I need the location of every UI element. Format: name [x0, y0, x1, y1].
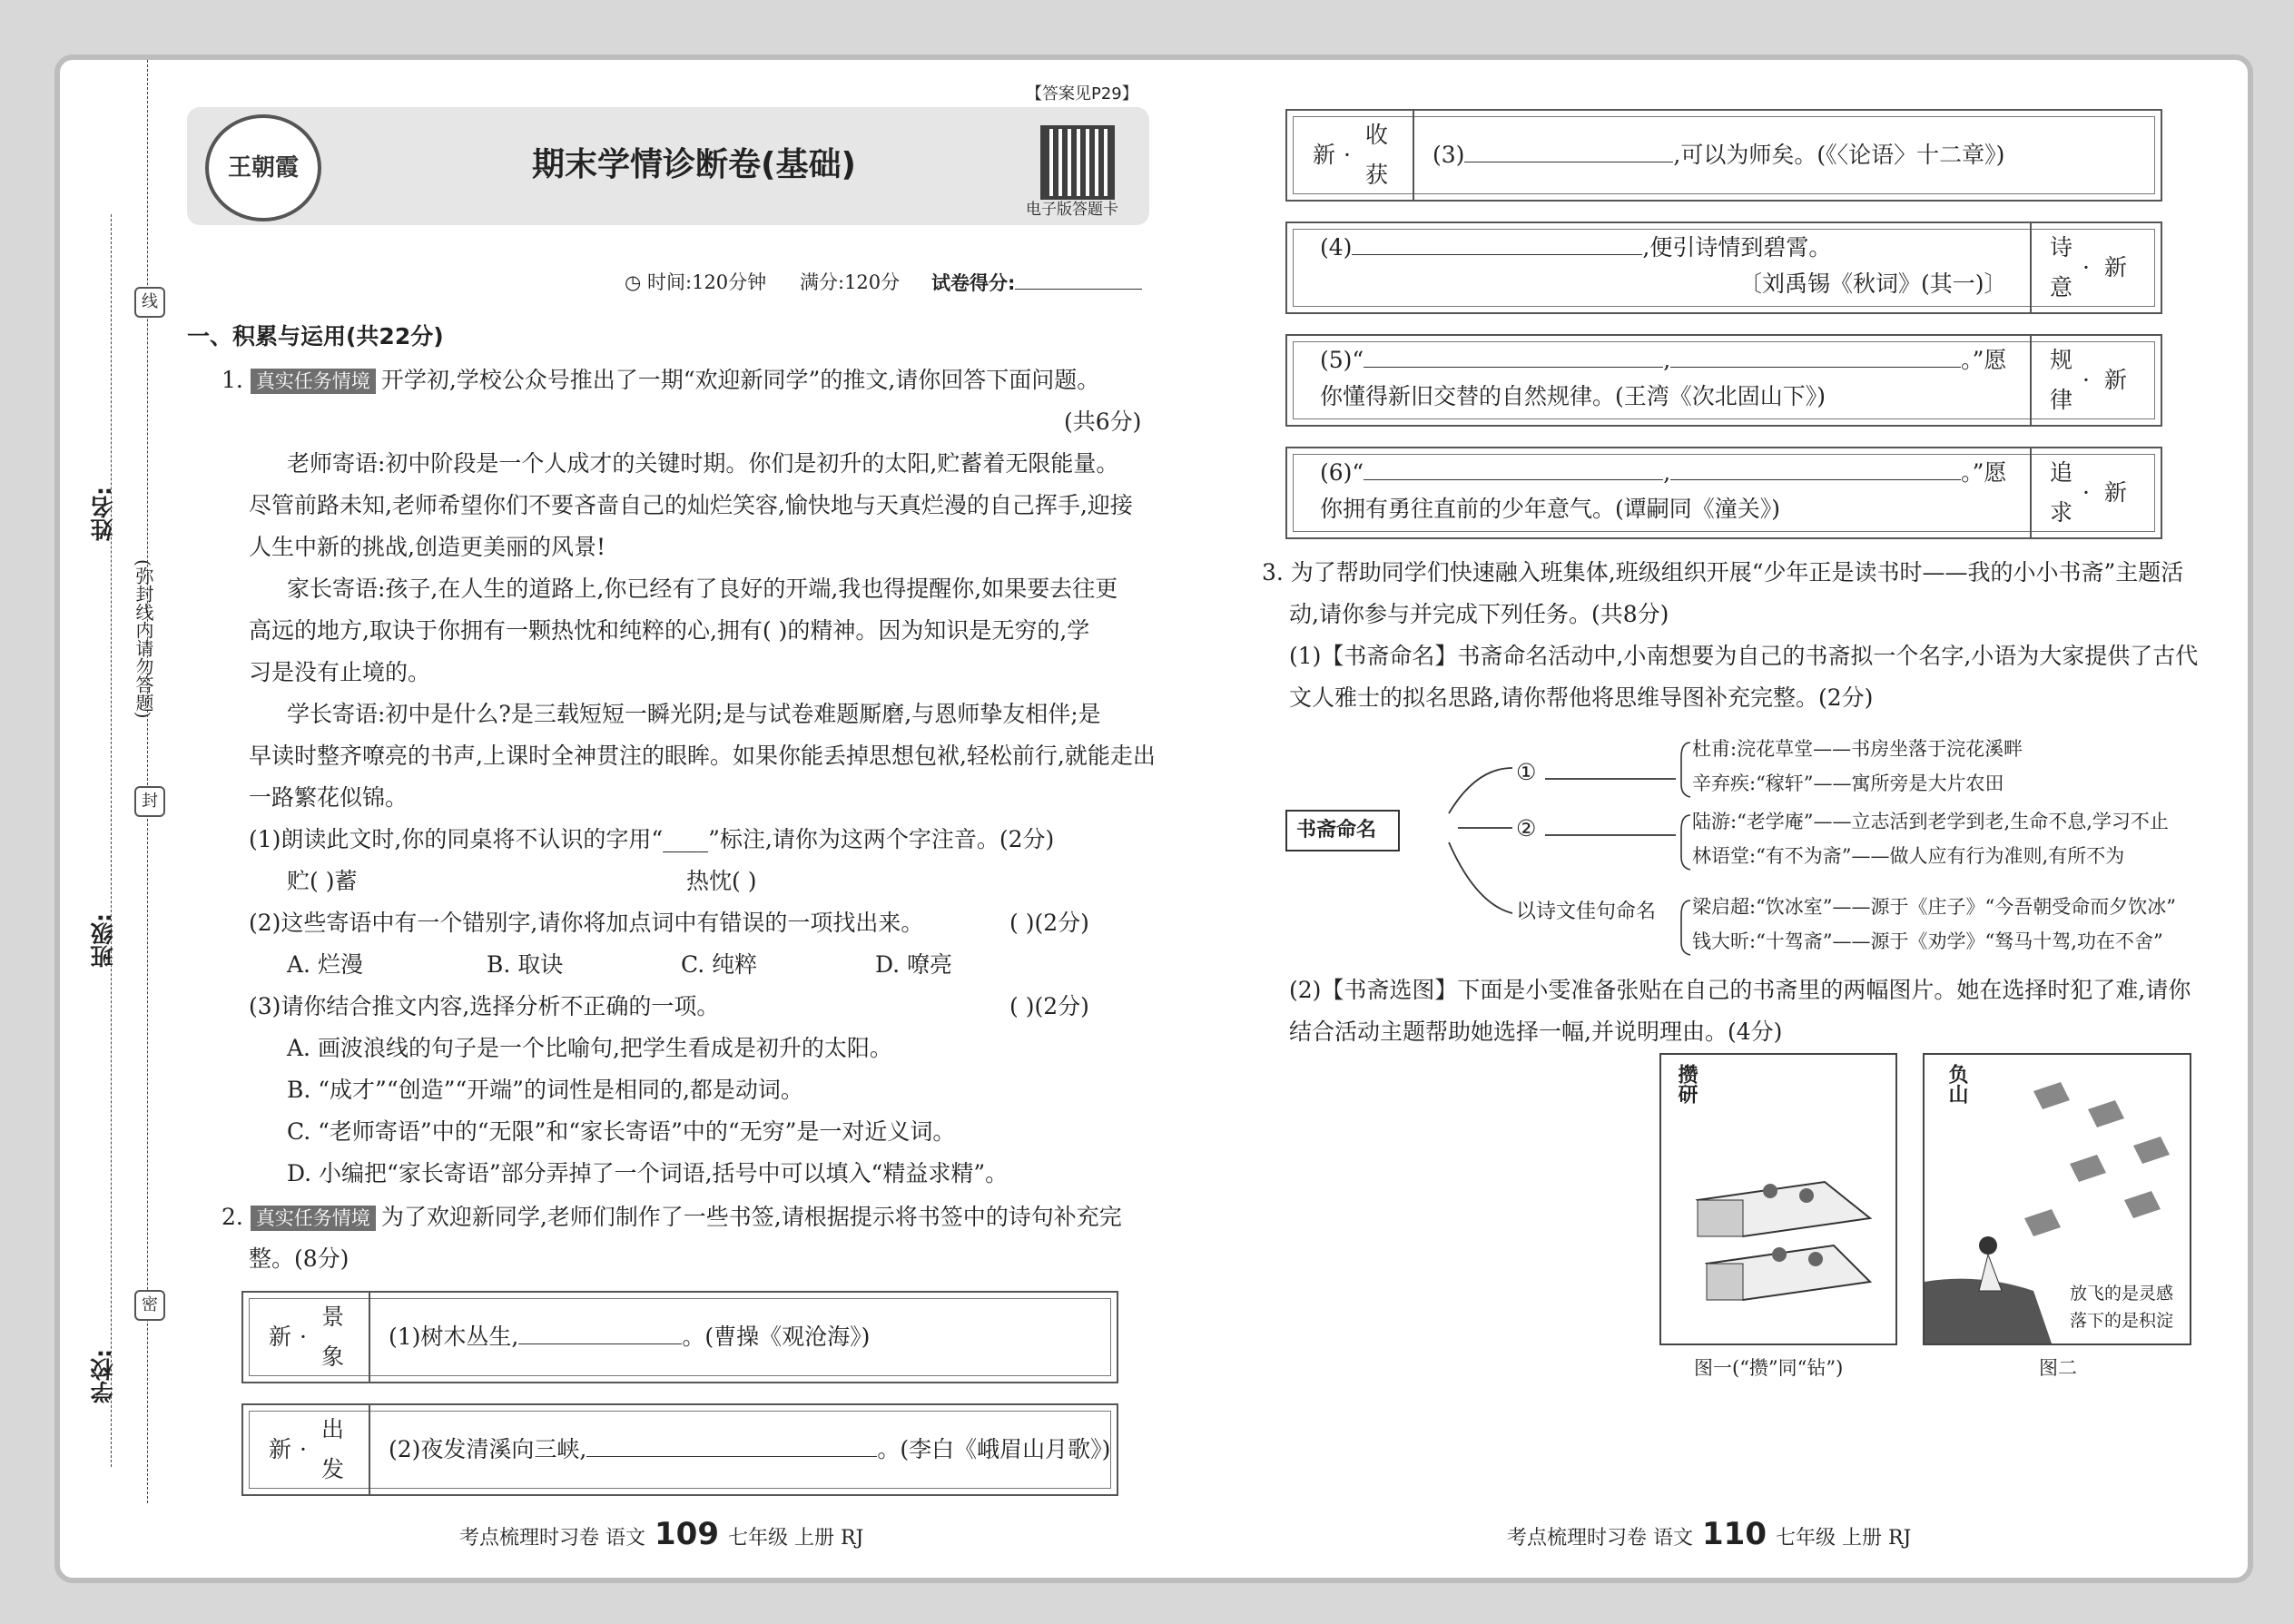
bm6-text-b: , [1663, 459, 1671, 486]
bm4-src: 〔刘禹锡《秋词》(其一)〕 [1739, 271, 2007, 297]
bm2-blank[interactable] [586, 1434, 877, 1457]
page-title: 期末学情诊断卷(基础) [532, 146, 856, 183]
bm6-label-new: 新 [2104, 479, 2128, 506]
bm5-text [1320, 345, 2006, 376]
bm4-blank[interactable] [1352, 232, 1642, 255]
bm5-blank-2[interactable] [1670, 345, 1961, 368]
bm3-label-2: 获 [1365, 162, 1389, 188]
bm1-label-1: 景 [321, 1304, 345, 1330]
bm1-blank[interactable] [518, 1322, 682, 1344]
picture-2 [1923, 1053, 2191, 1345]
q3-l1: 3. 为了帮助同学们快速融入班集体,班级组织开展“少年正是读书时——我的小小书斋”主题活 [1262, 559, 2184, 586]
q1-intro-text: 开学初,学校公众号推出了一期“欢迎新同学”的推文,请你回答下面问题。 [380, 367, 1100, 393]
info-time-text: 时间:120分钟 [647, 271, 767, 293]
q1-2-opt-b: B. 取诀 [487, 951, 564, 978]
bm6-text-2: 你拥有勇往直前的少年意气。(谭嗣同《潼关》) [1320, 496, 1781, 522]
q1-3-a: A. 画波浪线的句子是一个比喻句,把学生看成是初升的太阳。 [287, 1035, 892, 1061]
q3-1-l2: 文人雅士的拟名思路,请你帮他将思维导图补充完整。(2分) [1289, 684, 1874, 711]
mind-branch-3: 以诗文佳句命名 [1516, 901, 1657, 923]
pic2-line1: 放飞的是灵感 [2070, 1284, 2174, 1304]
mind-leaf-6: 钱大昕:“十驾斋”——源于《劝学》“驽马十驾,功在不舍” [1692, 930, 2163, 952]
q1-3-c: C. “老师寄语”中的“无限”和“家长寄语”中的“无穷”是一对近义词。 [287, 1118, 956, 1145]
info-time [625, 267, 766, 298]
bm6-text-a: (6)“ [1320, 459, 1364, 486]
bm2-text-b: 。(李白《峨眉山月歌》) [877, 1436, 1111, 1462]
bookmark-4 [1285, 221, 2162, 314]
bm5-label-dot: · [2082, 367, 2090, 393]
binding-line [147, 60, 148, 1503]
mind-leaf-3: 陆游:“老学庵”——立志活到老学到老,生命不息,学习不止 [1692, 811, 2169, 832]
p3-l2: 早读时整齐嘹亮的书声,上课时全神贯注的眼眸。如果你能丢掉思想包袱,轻松前行,就能走出 [249, 743, 1156, 769]
exam-sheet [54, 54, 2253, 1583]
mind-center-box [1285, 810, 1400, 851]
mind-branch-1: ① [1516, 759, 1537, 785]
study-desk-illustration [1679, 1164, 1879, 1327]
q1-2: (2)这些寄语中有一个错别字,请你将加点词中有错误的一项找出来。 [249, 910, 924, 936]
mind-leaf-5: 梁启超:“饮冰室”——源于《庄子》“今吾朝受命而夕饮冰” [1692, 896, 2177, 918]
q2-intro-text: 为了欢迎新同学,老师们制作了一些书签,请根据提示将书签中的诗句补充完 [380, 1204, 1122, 1230]
q1-3-pts: ( )(2分) [1009, 993, 1089, 1019]
bm4-text-a: (4) [1320, 234, 1353, 261]
bm3-label-1: 收 [1365, 122, 1389, 148]
pic1-title: 攒研 [1675, 1064, 1698, 1104]
bm6-text [1320, 458, 2006, 488]
mind-center: 书斋命名 [1296, 819, 1377, 842]
binding-line-outer [111, 214, 112, 1467]
q1-1-a: 贮( )蓄 [287, 868, 358, 894]
footer-right [1507, 1516, 1911, 1552]
q1-1-b: 热忱( ) [686, 868, 757, 894]
seal-line-mark: 线 [134, 287, 165, 318]
q2-tag: 真实任务情境 [251, 1206, 376, 1231]
bm5-text-2: 你懂得新旧交替的自然规律。(王湾《次北固山下》) [1320, 383, 1826, 409]
bm2-text-a: (2)夜发清溪向三峡, [389, 1436, 587, 1462]
clock-icon: ◷ [625, 271, 642, 293]
picture-1 [1659, 1053, 1897, 1345]
q1-intro [222, 365, 1099, 396]
q2-intro [222, 1202, 1122, 1233]
bm3-label-new: 新 [1313, 142, 1336, 168]
pic2-caption: 图二 [2039, 1357, 2077, 1379]
footer-right-page: 110 [1702, 1516, 1767, 1552]
footer-left-page: 109 [655, 1516, 719, 1552]
bm6-text-c: 。”愿 [1961, 459, 2007, 486]
bookmark-2 [241, 1403, 1118, 1496]
bm6-label-dot: · [2082, 479, 2090, 506]
qr-caption: 电子版答题卡 [1026, 201, 1118, 219]
q1-3-d: D. 小编把“家长寄语”部分弄掉了一个词语,括号中可以填入“精益求精”。 [287, 1160, 1009, 1186]
bm5-label-new: 新 [2104, 367, 2128, 393]
bm5-label-2: 律 [2050, 387, 2073, 413]
info-score-text: 试卷得分: [931, 272, 1016, 294]
answer-ref: 【答案见P29】 [1026, 84, 1138, 103]
p1-l3: 人生中新的挑战,创造更美丽的风景! [249, 534, 605, 560]
bm2-text [389, 1434, 1110, 1465]
q3-2-l2: 结合活动主题帮助她选择一幅,并说明理由。(4分) [1289, 1019, 1783, 1045]
brand-logo [205, 114, 321, 221]
seal-seal-mark: 封 [134, 786, 165, 817]
bm4-label-new: 新 [2104, 254, 2128, 281]
bm4-label-2: 意 [2050, 274, 2073, 300]
p1-l1: 老师寄语:初中阶段是一个人成才的关键时期。你们是初升的太阳,贮蓄着无限能量。 [287, 450, 1119, 477]
bm6-blank-2[interactable] [1670, 458, 1961, 480]
mind-brackets [1676, 739, 1694, 984]
info-score [931, 267, 1142, 299]
q1-tag: 真实任务情境 [251, 369, 376, 394]
bm2-label-dot: · [300, 1436, 307, 1462]
school-label: 学校: [90, 1349, 116, 1403]
bm5-text-a: (5)“ [1320, 347, 1364, 373]
footer-left [459, 1516, 863, 1552]
q1-2-opt-d: D. 嘹亮 [875, 951, 953, 978]
bookmark-1 [241, 1291, 1118, 1383]
bookmark-6 [1285, 447, 2162, 539]
q2-num: 2. [222, 1204, 243, 1230]
footer-left-a: 考点梳理时习卷 语文 [459, 1527, 645, 1550]
footer-left-b: 七年级 上册 RJ [727, 1527, 864, 1550]
brand-logo-text: 王朝霞 [227, 154, 299, 182]
q2-intro2: 整。(8分) [249, 1245, 350, 1272]
class-label: 班级: [90, 913, 116, 968]
bm1-label-dot: · [300, 1324, 307, 1350]
bm1-label-new: 新 [269, 1324, 292, 1350]
bm2-label-2: 发 [321, 1456, 345, 1482]
p2-l1: 家长寄语:孩子,在人生的道路上,你已经有了良好的开端,我也得提醒你,如果要去往更 [287, 576, 1118, 602]
footer-right-a: 考点梳理时习卷 语文 [1507, 1527, 1693, 1550]
q1-num: 1. [222, 367, 243, 393]
section1-title: 一、积累与运用(共22分) [187, 323, 444, 349]
bm3-label-dot: · [1344, 142, 1351, 168]
p2-l3: 习是没有止境的。 [249, 659, 431, 685]
seal-secret-mark: 密 [134, 1290, 165, 1321]
q1-2-opt-a: A. 烂漫 [287, 951, 363, 978]
mind-leaf-1: 杜甫:浣花草堂——书房坐落于浣花溪畔 [1692, 738, 2023, 760]
bm4-text [1320, 232, 1831, 263]
binding-notice: (弥封线内请勿答题) [133, 559, 154, 719]
q3-1-l1: (1)【书斋命名】书斋命名活动中,小南想要为自己的书斋拟一个名字,小语为大家提供了古代 [1289, 643, 2199, 669]
bm2-label-1: 出 [321, 1416, 345, 1442]
bm4-text-b: ,便引诗情到碧霄。 [1642, 234, 1832, 261]
footer-right-b: 七年级 上册 RJ [1775, 1527, 1912, 1550]
pic2-line2: 落下的是积淀 [2070, 1311, 2174, 1331]
bookmark-5 [1285, 334, 2162, 427]
pic1-caption: 图一(“攒”同“钻”) [1694, 1357, 1844, 1379]
qr-code-icon[interactable] [1040, 125, 1115, 200]
name-label: 姓名: [90, 487, 116, 541]
bm6-label-1: 追 [2050, 459, 2073, 486]
bm4-label-1: 诗 [2050, 234, 2073, 261]
mind-leaf-2: 辛弃疾:“稼轩”——寓所旁是大片农田 [1692, 773, 2004, 794]
bm5-label-1: 规 [2050, 347, 2073, 373]
bm3-text [1433, 140, 2004, 171]
bookmark-3 [1285, 109, 2162, 202]
bm2-label-new: 新 [269, 1436, 292, 1462]
pic2-title: 负山 [1945, 1064, 1968, 1104]
q3-2-l1: (2)【书斋选图】下面是小雯准备张贴在自己的书斋里的两幅图片。她在选择时犯了难,请你 [1289, 977, 2191, 1003]
bm5-text-b: , [1663, 347, 1671, 373]
info-full: 满分:120分 [800, 271, 901, 293]
bm5-text-c: 。”愿 [1961, 347, 2007, 373]
bm1-text [389, 1322, 870, 1353]
q3-l2: 动,请你参与并完成下列任务。(共8分) [1289, 601, 1669, 627]
bm4-label-dot: · [2082, 254, 2090, 281]
bm1-text-b: 。(曹操《观沧海》) [682, 1324, 871, 1350]
bm3-text-a: (3) [1433, 142, 1465, 168]
p1-l2: 尽管前路未知,老师希望你们不要吝啬自己的灿烂笑容,愉快地与天真烂漫的自己挥手,迎接 [249, 492, 1133, 518]
q1-3-b: B. “成才”“创造”“开端”的词性是相同的,都是动词。 [287, 1077, 803, 1103]
q1-2-opt-c: C. 纯粹 [681, 951, 758, 978]
bm3-blank[interactable] [1464, 140, 1673, 162]
bm6-blank-1[interactable] [1364, 458, 1663, 480]
q1-points: (共6分) [1064, 408, 1142, 435]
bm1-text-a: (1)树木丛生, [389, 1324, 519, 1350]
q1-3: (3)请你结合推文内容,选择分析不正确的一项。 [249, 993, 720, 1019]
bm5-blank-1[interactable] [1364, 345, 1663, 368]
q1-1: (1)朗读此文时,你的同桌将不认识的字用“____”标注,请你为这两个字注音。(2分) [249, 826, 1055, 852]
p3-l3: 一路繁花似锦。 [249, 784, 409, 811]
q1-2-pts: ( )(2分) [1009, 910, 1089, 936]
p2-l2: 高远的地方,取诀于你拥有一颗热忱和纯粹的心,拥有( )的精神。因为知识是无穷的,学 [249, 617, 1090, 644]
p3-l1: 学长寄语:初中是什么?是三载短短一瞬光阴;是与试卷难题厮磨,与恩师挚友相伴;是 [287, 701, 1101, 727]
bm6-label-2: 求 [2050, 499, 2073, 526]
mind-branch-2: ② [1516, 815, 1537, 842]
bm1-label-2: 象 [321, 1343, 345, 1370]
bm3-text-b: ,可以为师矣。(《〈论语〉十二章》) [1673, 142, 2005, 168]
mind-leaf-4: 林语堂:“有不为斋”——做人应有行为准则,有所不为 [1692, 845, 2125, 867]
